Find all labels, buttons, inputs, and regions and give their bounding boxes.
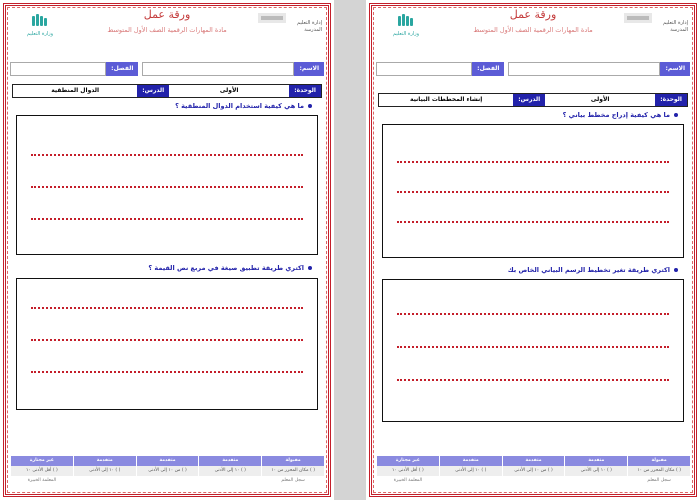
- bullet-icon: [674, 268, 678, 272]
- unit-label: الوحدة:: [655, 94, 687, 106]
- question-text: ما هي كيفية إدراج مخطط بياني ؟: [562, 111, 670, 119]
- answer-box-1[interactable]: [382, 124, 684, 258]
- name-label: الاسم:: [660, 62, 690, 76]
- page-title: ورقة عمل: [509, 8, 557, 21]
- rubric-note: [439, 476, 502, 486]
- rubric-table: [376, 456, 690, 486]
- answer-line: [397, 221, 669, 223]
- unit-lesson-row: [12, 84, 322, 98]
- rubric-header: غير مجتازة: [376, 456, 439, 466]
- answer-line: [397, 379, 669, 381]
- rubric-note: المعلمة الخبيرة: [376, 476, 439, 486]
- bullet-icon: [308, 266, 312, 270]
- worksheet-page-right: [366, 0, 700, 500]
- rubric-header: غير مجتازة: [10, 456, 73, 466]
- class-label: الفصل:: [106, 62, 138, 76]
- name-label: الاسم:: [294, 62, 324, 76]
- lesson-label: الدرس:: [513, 94, 545, 106]
- rubric-note: سجل المعلم: [627, 476, 690, 486]
- answer-line: [397, 313, 669, 315]
- rubric-header: متقدمة: [198, 456, 261, 466]
- rubric-criterion: ( ) ١٠ إلى الأدنى: [564, 466, 627, 476]
- rubric-criterion: ( ) من ١٠ إلى الأدنى: [136, 466, 199, 476]
- answer-line: [397, 346, 669, 348]
- question-2: [12, 264, 312, 272]
- rubric-header: متقدمة: [439, 456, 502, 466]
- unit-label: الوحدة:: [289, 85, 321, 97]
- rubric-note: [564, 476, 627, 486]
- answer-line: [31, 371, 303, 373]
- lesson-value: الدوال المنطقية: [51, 87, 100, 94]
- header-line: المدرسة: [304, 27, 322, 33]
- answer-line: [397, 161, 669, 163]
- rubric-criterion: ( ) ١٠ إلى الأدنى: [439, 466, 502, 476]
- rubric-header: متقدمة: [136, 456, 199, 466]
- rubric-note: [136, 476, 199, 486]
- rubric-table: [10, 456, 324, 486]
- page-subtitle: مادة المهارات الرقمية الصف الأول المتوسط: [107, 26, 227, 34]
- answer-line: [31, 154, 303, 156]
- answer-line: [397, 191, 669, 193]
- answer-line: [31, 186, 303, 188]
- page-subtitle: مادة المهارات الرقمية الصف الأول المتوسط: [473, 26, 593, 34]
- question-2: [378, 266, 678, 274]
- unit-lesson-row: [378, 93, 688, 107]
- rubric-header: متقدمة: [564, 456, 627, 466]
- rubric-note: [502, 476, 565, 486]
- rubric-criterion: ( ) ١٠ إلى الأدنى: [198, 466, 261, 476]
- unit-value: الأولى: [590, 96, 610, 103]
- rubric-header: متقدمة: [73, 456, 136, 466]
- header-line: إدارة التعليم: [663, 20, 688, 26]
- rubric-note: [73, 476, 136, 486]
- page-title: ورقة عمل: [143, 8, 191, 21]
- rubric-criterion: ( ) مكان المحرر من ١٠: [261, 466, 324, 476]
- answer-line: [31, 307, 303, 309]
- question-text: اكتري طريقة تطبيق صيغة في مربع نص القيمة ؟: [148, 264, 304, 272]
- rubric-note: سجل المعلم: [261, 476, 324, 486]
- rubric-header: مقبولة: [261, 456, 324, 466]
- name-field[interactable]: [508, 62, 660, 76]
- rubric-criterion: ( ) أقل الأدنى ١٠: [376, 466, 439, 476]
- question-text: اكتري طريقة تغير تخطيط الرسم البياني الخاص بك: [507, 266, 670, 274]
- lesson-label: الدرس:: [137, 85, 169, 97]
- class-field[interactable]: [10, 62, 106, 76]
- header-line: المدرسة: [670, 27, 688, 33]
- page-gutter: [334, 0, 366, 500]
- class-field[interactable]: [376, 62, 472, 76]
- bullet-icon: [674, 113, 678, 117]
- answer-line: [31, 339, 303, 341]
- class-label: الفصل:: [472, 62, 504, 76]
- lesson-value: إنشاء المخططات البيانية: [409, 96, 483, 103]
- answer-box-2[interactable]: [16, 278, 318, 410]
- question-1: [12, 102, 312, 110]
- name-field[interactable]: [142, 62, 294, 76]
- rubric-criterion: ( ) مكان المحرر من ١٠: [627, 466, 690, 476]
- worksheet-page-left: [0, 0, 334, 500]
- rubric-header: متقدمة: [502, 456, 565, 466]
- bullet-icon: [308, 104, 312, 108]
- question-1: [378, 111, 678, 119]
- rubric-note: المعلمة الخبيرة: [10, 476, 73, 486]
- rubric-header: مقبولة: [627, 456, 690, 466]
- rubric-note: [198, 476, 261, 486]
- rubric-criterion: ( ) من ١٠ إلى الأدنى: [502, 466, 565, 476]
- ministry-logo-text: وزارة التعليم: [392, 31, 420, 37]
- question-text: ما هي كيفية استخدام الدوال المنطقية ؟: [175, 102, 304, 110]
- header-line: إدارة التعليم: [297, 20, 322, 26]
- rubric-criterion: ( ) أقل الأدنى ١٠: [10, 466, 73, 476]
- answer-line: [31, 218, 303, 220]
- unit-value: الأولى: [219, 87, 239, 94]
- answer-box-1[interactable]: [16, 115, 318, 255]
- name-row: [376, 62, 690, 76]
- answer-box-2[interactable]: [382, 279, 684, 422]
- name-row: [10, 62, 324, 76]
- rubric-criterion: ( ) ١٠ إلى الأدنى: [73, 466, 136, 476]
- ministry-logo-text: وزارة التعليم: [26, 31, 54, 37]
